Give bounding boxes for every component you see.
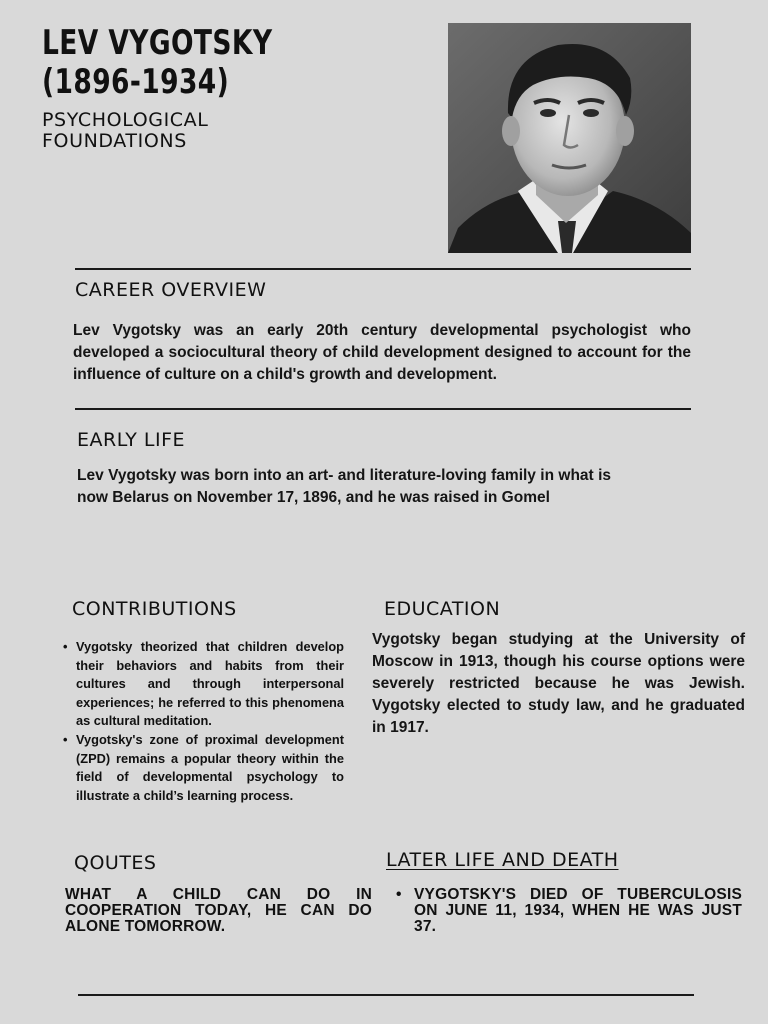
- career-overview-heading: CAREER OVERVIEW: [75, 279, 267, 301]
- title-name: LEV VYGOTSKY: [42, 23, 273, 63]
- bullet-icon: •: [63, 639, 68, 654]
- title-years: (1896-1934): [42, 62, 230, 102]
- list-item: [63, 731, 344, 805]
- bullet-icon: •: [396, 886, 402, 903]
- education-text: Vygotsky began studying at the University of Moscow in 1913, though his course options were severely restricted because he was Jewish. Vygotsky elected to study law, and he graduated in 1917.: [372, 631, 745, 736]
- quote-text: WHAT A CHILD CAN DO IN COOPERATION TODAY, HE CAN DO ALONE TOMORROW.: [65, 886, 372, 935]
- career-overview-text: Lev Vygotsky was an early 20th century developmental psychologist who developed a sociocultural theory of child development designed to account for the influence of culture on a child's growth and development.: [73, 322, 691, 383]
- page-title: [42, 23, 273, 102]
- portrait-photo: [448, 23, 691, 253]
- early-life-text: Lev Vygotsky was born into an art- and literature-loving family in what is now Belarus on November 17, 1896, and he was raised in Gomel: [77, 467, 611, 506]
- divider-middle: [75, 408, 691, 410]
- page-subtitle: [42, 110, 302, 152]
- contributions-list: [63, 638, 344, 805]
- quotes-heading: QOUTES: [74, 852, 157, 874]
- subtitle-line-2: FOUNDATIONS: [42, 130, 187, 152]
- divider-top: [75, 268, 691, 270]
- later-life-heading: LATER LIFE AND DEATH: [386, 849, 619, 871]
- early-life-heading: EARLY LIFE: [77, 429, 186, 451]
- contribution-text: Vygotsky's zone of proximal development (ZPD) remains a popular theory within the field of developmental psychology to illustrate a child’s learning process.: [76, 731, 344, 803]
- contributions-heading: CONTRIBUTIONS: [72, 598, 237, 620]
- contribution-text: Vygotsky theorized that children develop their behaviors and habits from their cultures and through interpersonal experiences; he referred to this phenomena as cultural meditation.: [76, 639, 344, 729]
- bullet-icon: •: [63, 731, 68, 747]
- list-item: [63, 638, 344, 731]
- subtitle-line-1: PSYCHOLOGICAL: [42, 109, 209, 131]
- education-heading: EDUCATION: [384, 598, 501, 620]
- divider-bottom: [78, 994, 694, 996]
- later-life-text: VYGOTSKY'S DIED OF TUBERCULOSIS ON JUNE 11, 1934, WHEN HE WAS JUST 37.: [414, 886, 742, 935]
- later-life-item: [396, 887, 742, 935]
